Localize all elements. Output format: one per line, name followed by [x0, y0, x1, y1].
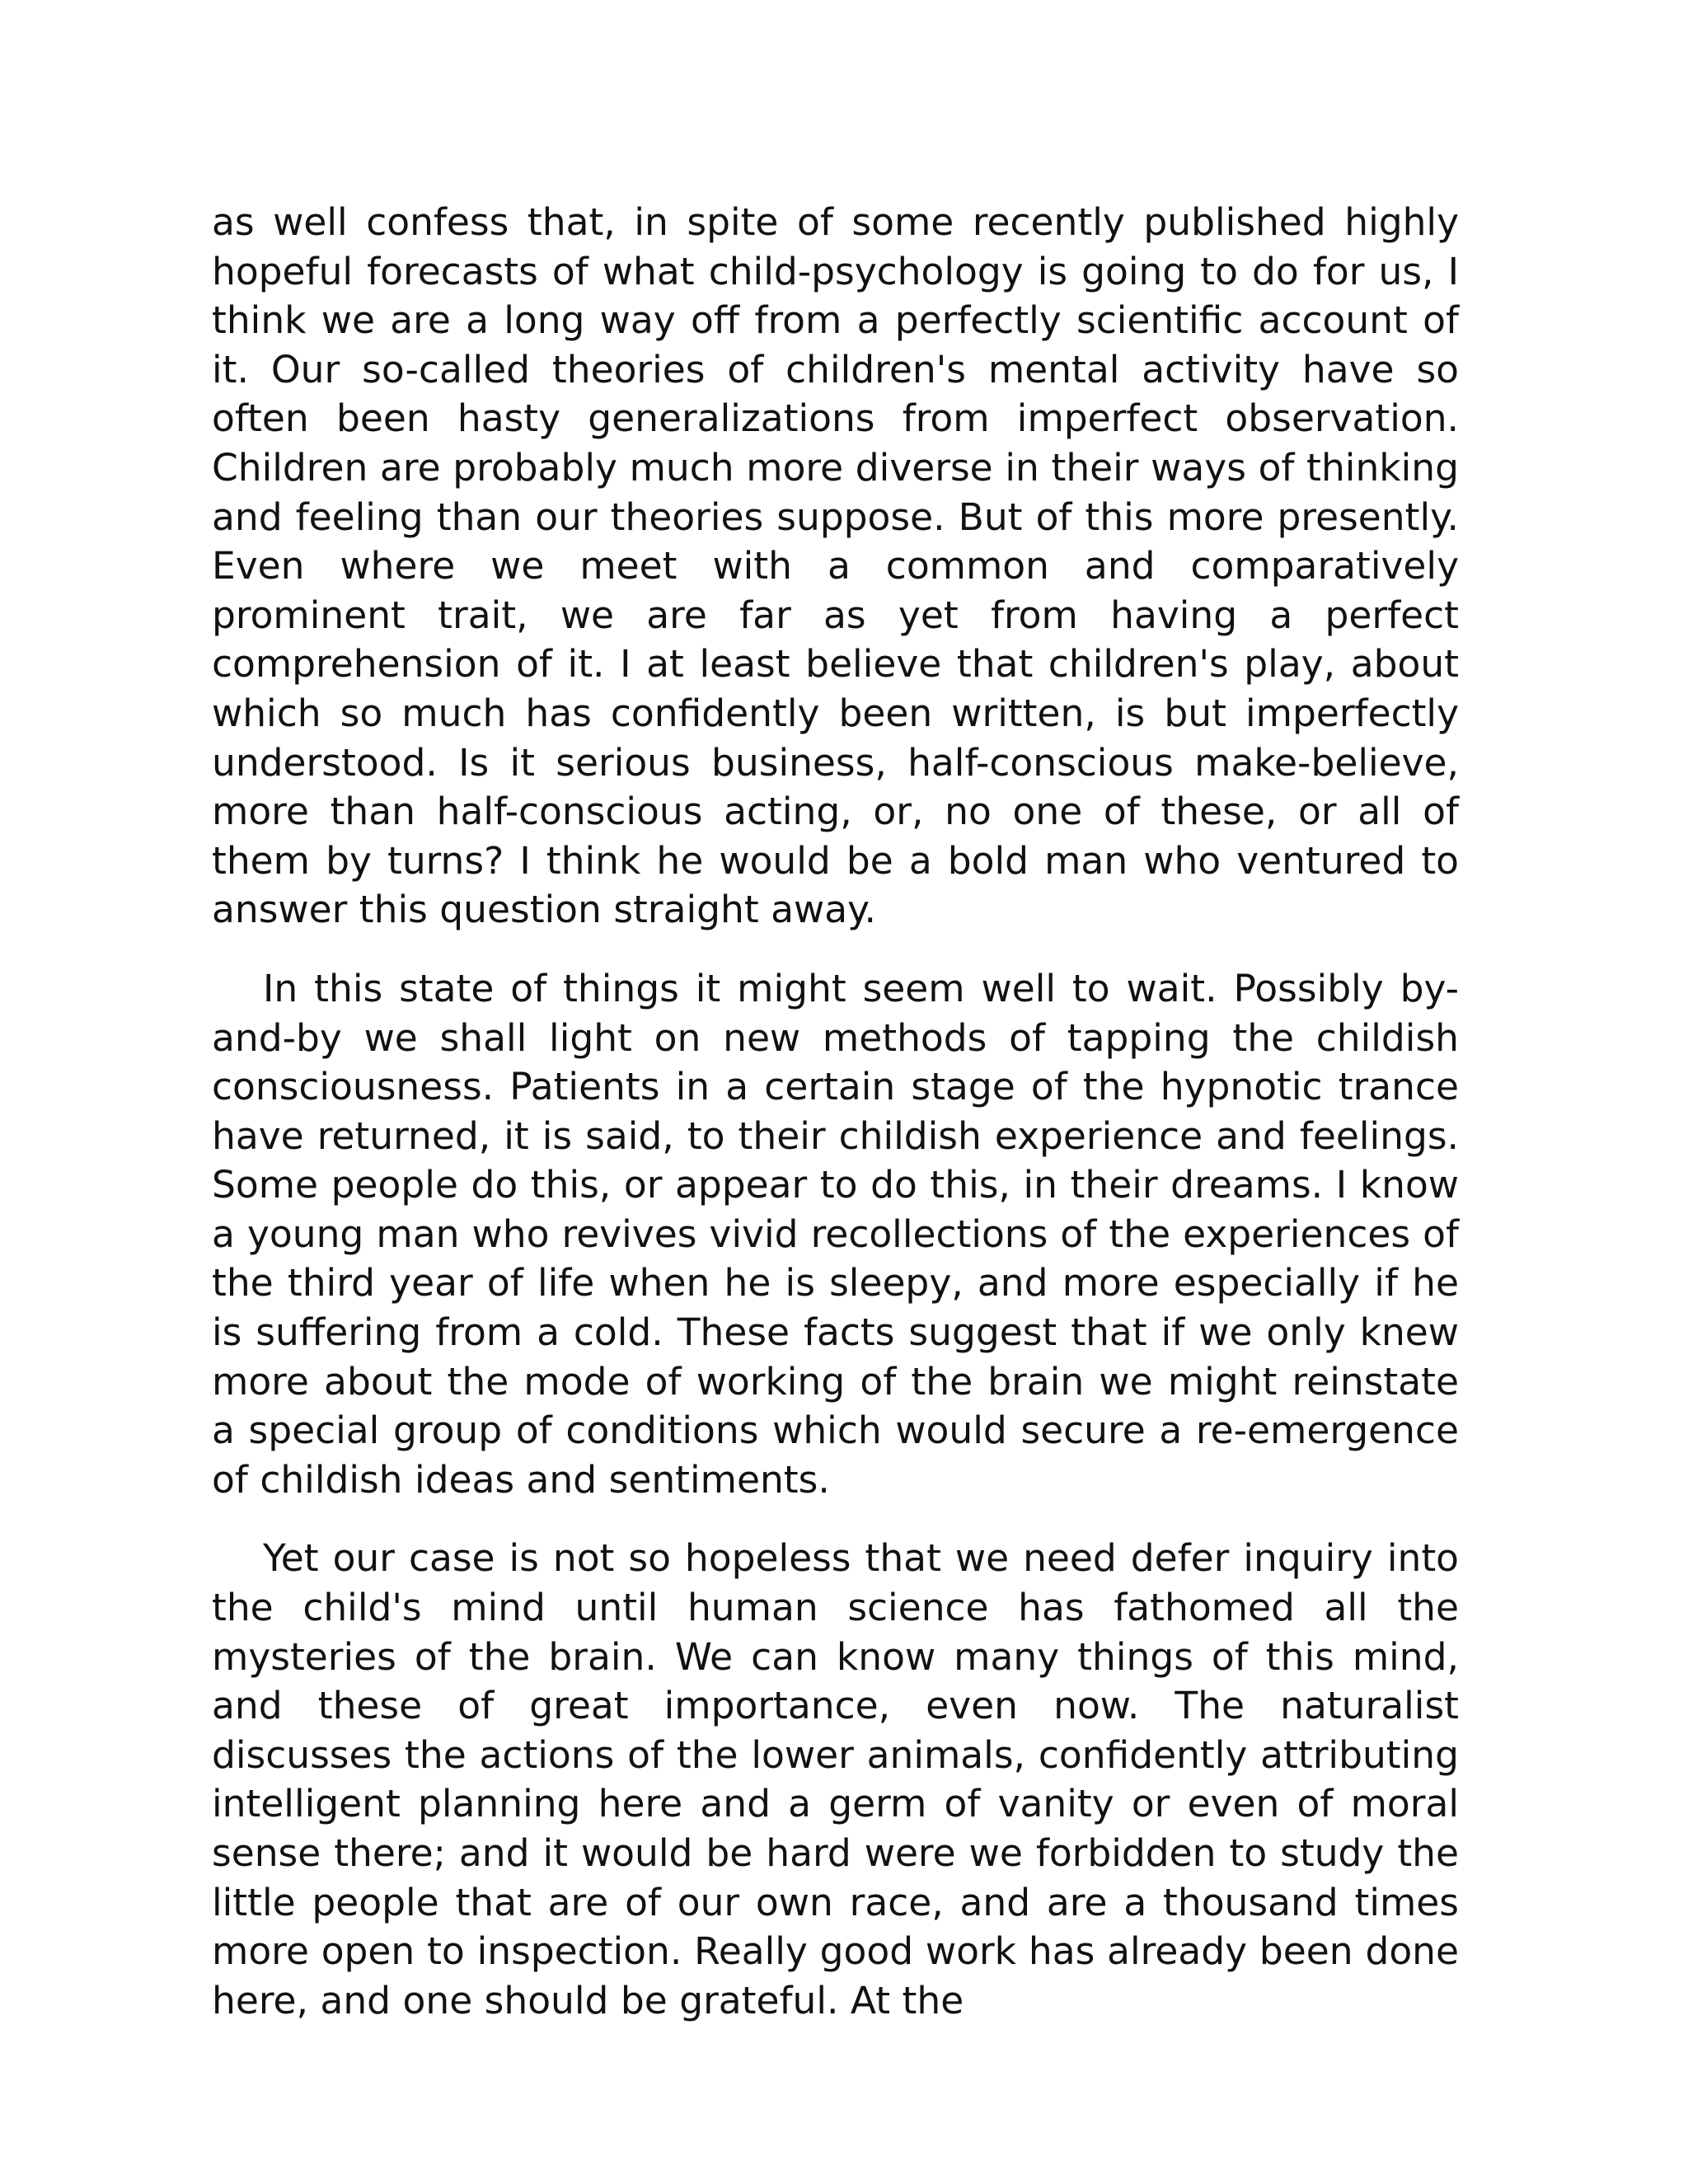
- paragraph-3: Yet our case is not so hopeless that we need defer inquiry into the child's mind until human science has fathomed all the mysteries of the brain. We can know many things of this mind, and these of great importance, even now. The naturalist discusses the actions of the lower animals, confidently attributing intelligent planning here and a germ of vanity or even of moral sense there; and it would be hard were we forbidden to study the little people that are of our own race, and are a thousand times more open to inspection. Really good work has already been done here, and one should be grateful. At the: [212, 1536, 1459, 2022]
- paragraph-1: as well confess that, in spite of some recently published highly hopeful forecasts of what child-psychology is going to do for us, I think we are a long way off from a perfectly scientific account of it. Our so-called theories of children's mental activity have so often been hasty generalizations from imperfect observation. Children are probably much more diverse in their ways of thinking and feeling than our theories suppose. But of this more presently. Even where we meet with a common and comparatively prominent trait, we are far as yet from having a perfect comprehension of it. I at least believe that children's play, about which so much has confidently been written, is but imperfectly understood. Is it serious business, half-conscious make-believe, more than half-conscious acting, or, no one of these, or all of them by turns? I think he would be a bold man who ventured to answer this question straight away.: [212, 200, 1459, 932]
- body-text: [212, 198, 1459, 2025]
- paragraph-2: In this state of things it might seem well to wait. Possibly by-and-by we shall light on new methods of tapping the childish consciousness. Patients in a certain stage of the hypnotic trance have returned, it is said, to their childish experience and feelings. Some people do this, or appear to do this, in their dreams. I know a young man who revives vivid recollections of the experiences of the third year of life when he is sleepy, and more especially if he is suffering from a cold. These facts suggest that if we only knew more about the mode of working of the brain we might reinstate a special group of conditions which would secure a re-emergence of childish ideas and sentiments.: [212, 966, 1459, 1502]
